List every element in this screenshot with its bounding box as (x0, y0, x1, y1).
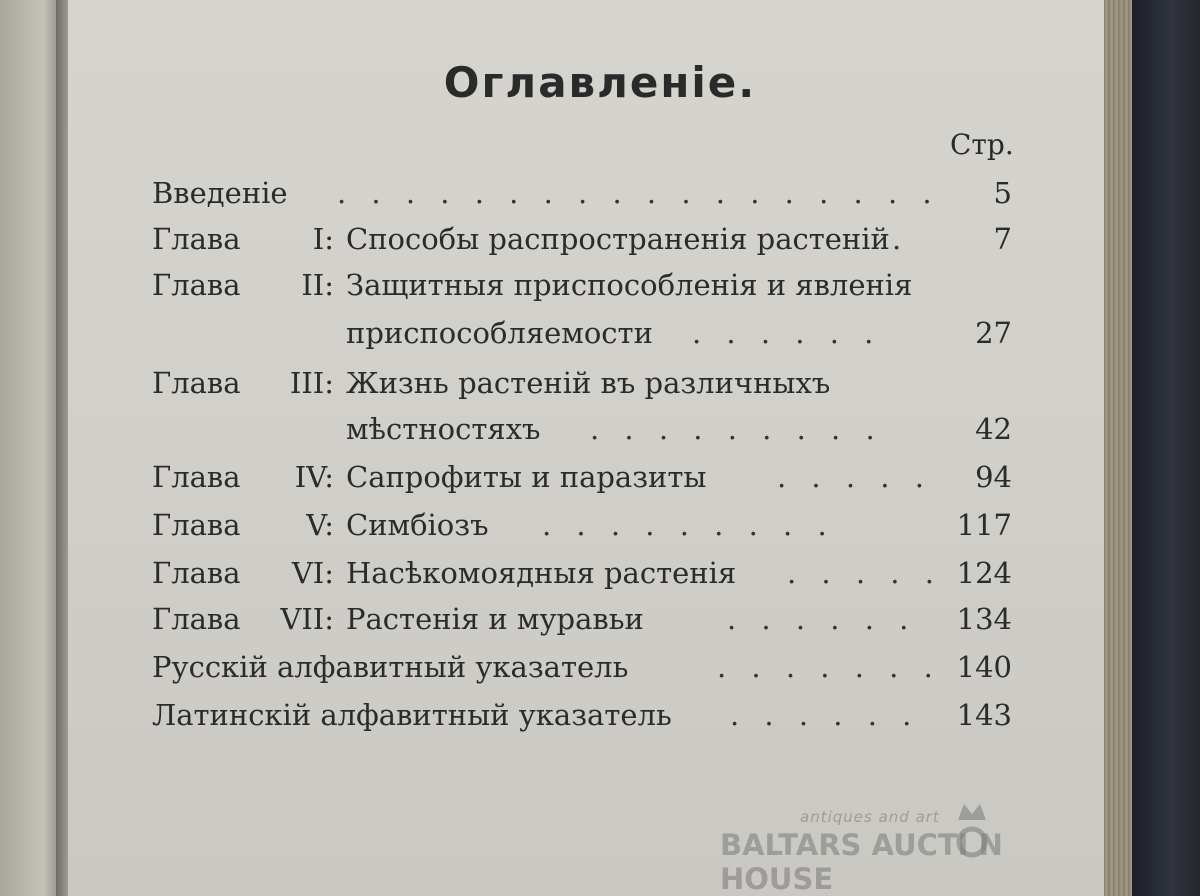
toc-chapter-title: Защитныя приспособленія и явленія (346, 268, 913, 302)
toc-entry (152, 366, 1022, 410)
toc-entry (152, 412, 1022, 456)
toc-chapter-title: мѣстностяхъ (346, 412, 541, 446)
toc-leader-dots: . . . . . . . . . (590, 412, 883, 446)
toc-entry (152, 698, 1022, 742)
toc-page-number: 117 (956, 508, 1012, 542)
toc-chapter-title: Насѣкомоядныя растенія (346, 556, 737, 590)
toc-chapter-number: I: (312, 222, 334, 256)
toc-leader-dots: . . . . . . . . . (542, 508, 835, 542)
toc-leader-dots: . . . . . . (727, 602, 917, 636)
page-column-header: Стр. (950, 128, 1014, 161)
toc-chapter-number: V: (306, 508, 334, 542)
toc-chapter-number: IV: (294, 460, 334, 494)
toc-entry (152, 176, 1022, 220)
toc-leader-dots: . . . . . . . . . . . . . . . . . . (337, 176, 940, 210)
toc-entry-label: Глава (152, 460, 241, 494)
toc-leader-dots: . . . . . (787, 556, 942, 590)
toc-entry (152, 460, 1022, 504)
toc-page-number: 27 (975, 316, 1012, 350)
toc-chapter-title: приспособляемости (346, 316, 653, 350)
toc-entry-label: Введеніе (152, 176, 288, 210)
crown-icon (952, 798, 992, 868)
toc-entry-label: Глава (152, 222, 241, 256)
toc-chapter-title: Способы распространенія растеній (346, 222, 890, 256)
toc-chapter-number: III: (289, 366, 334, 400)
toc-entry-label: Русскій алфавитный указатель (152, 650, 629, 684)
toc-entry (152, 602, 1022, 646)
toc-entry (152, 650, 1022, 694)
toc-page-number: 5 (993, 176, 1012, 210)
toc-page-number: 7 (993, 222, 1012, 256)
toc-chapter-title: Сапрофиты и паразиты (346, 460, 707, 494)
toc-page-number: 140 (956, 650, 1012, 684)
toc-chapter-number: VI: (291, 556, 334, 590)
toc-page-number: 143 (956, 698, 1012, 732)
previous-page-edge (0, 0, 62, 896)
toc-chapter-number: II: (301, 268, 334, 302)
toc-leader-dots: . . . . . . (692, 316, 882, 350)
toc-page-number: 134 (956, 602, 1012, 636)
toc-entry (152, 316, 1022, 360)
toc-leader-dots: . . . . . . (730, 698, 920, 732)
toc-leader-dots: . (892, 222, 910, 256)
toc-leader-dots: . . . . . (777, 460, 932, 494)
toc-entry-label: Латинскій алфавитный указатель (152, 698, 672, 732)
toc-entry-label: Глава (152, 508, 241, 542)
toc-entry (152, 268, 1022, 312)
toc-page-number: 94 (975, 460, 1012, 494)
toc-chapter-number: VII: (280, 602, 334, 636)
toc-chapter-title: Симбіозъ (346, 508, 489, 542)
toc-entry-label: Глава (152, 366, 241, 400)
toc-page-number: 42 (975, 412, 1012, 446)
toc-entry-label: Глава (152, 268, 241, 302)
toc-entry (152, 222, 1022, 266)
toc-chapter-title: Жизнь растеній въ различныхъ (346, 366, 831, 400)
page-edges (1104, 0, 1132, 896)
toc-chapter-title: Растенія и муравьи (346, 602, 644, 636)
book-cover (1132, 0, 1200, 896)
watermark-tagline: antiques and art (800, 808, 940, 826)
toc-entry-label: Глава (152, 602, 241, 636)
page-title: Оглавленіе. (443, 58, 757, 107)
toc-page-number: 124 (956, 556, 1012, 590)
toc-entry-label: Глава (152, 556, 241, 590)
toc-entry (152, 556, 1022, 600)
toc-entry (152, 508, 1022, 552)
watermark-brand: BALTARS AUCTI N HOUSE (720, 828, 1003, 896)
toc-leader-dots: . . . . . . . (717, 650, 941, 684)
